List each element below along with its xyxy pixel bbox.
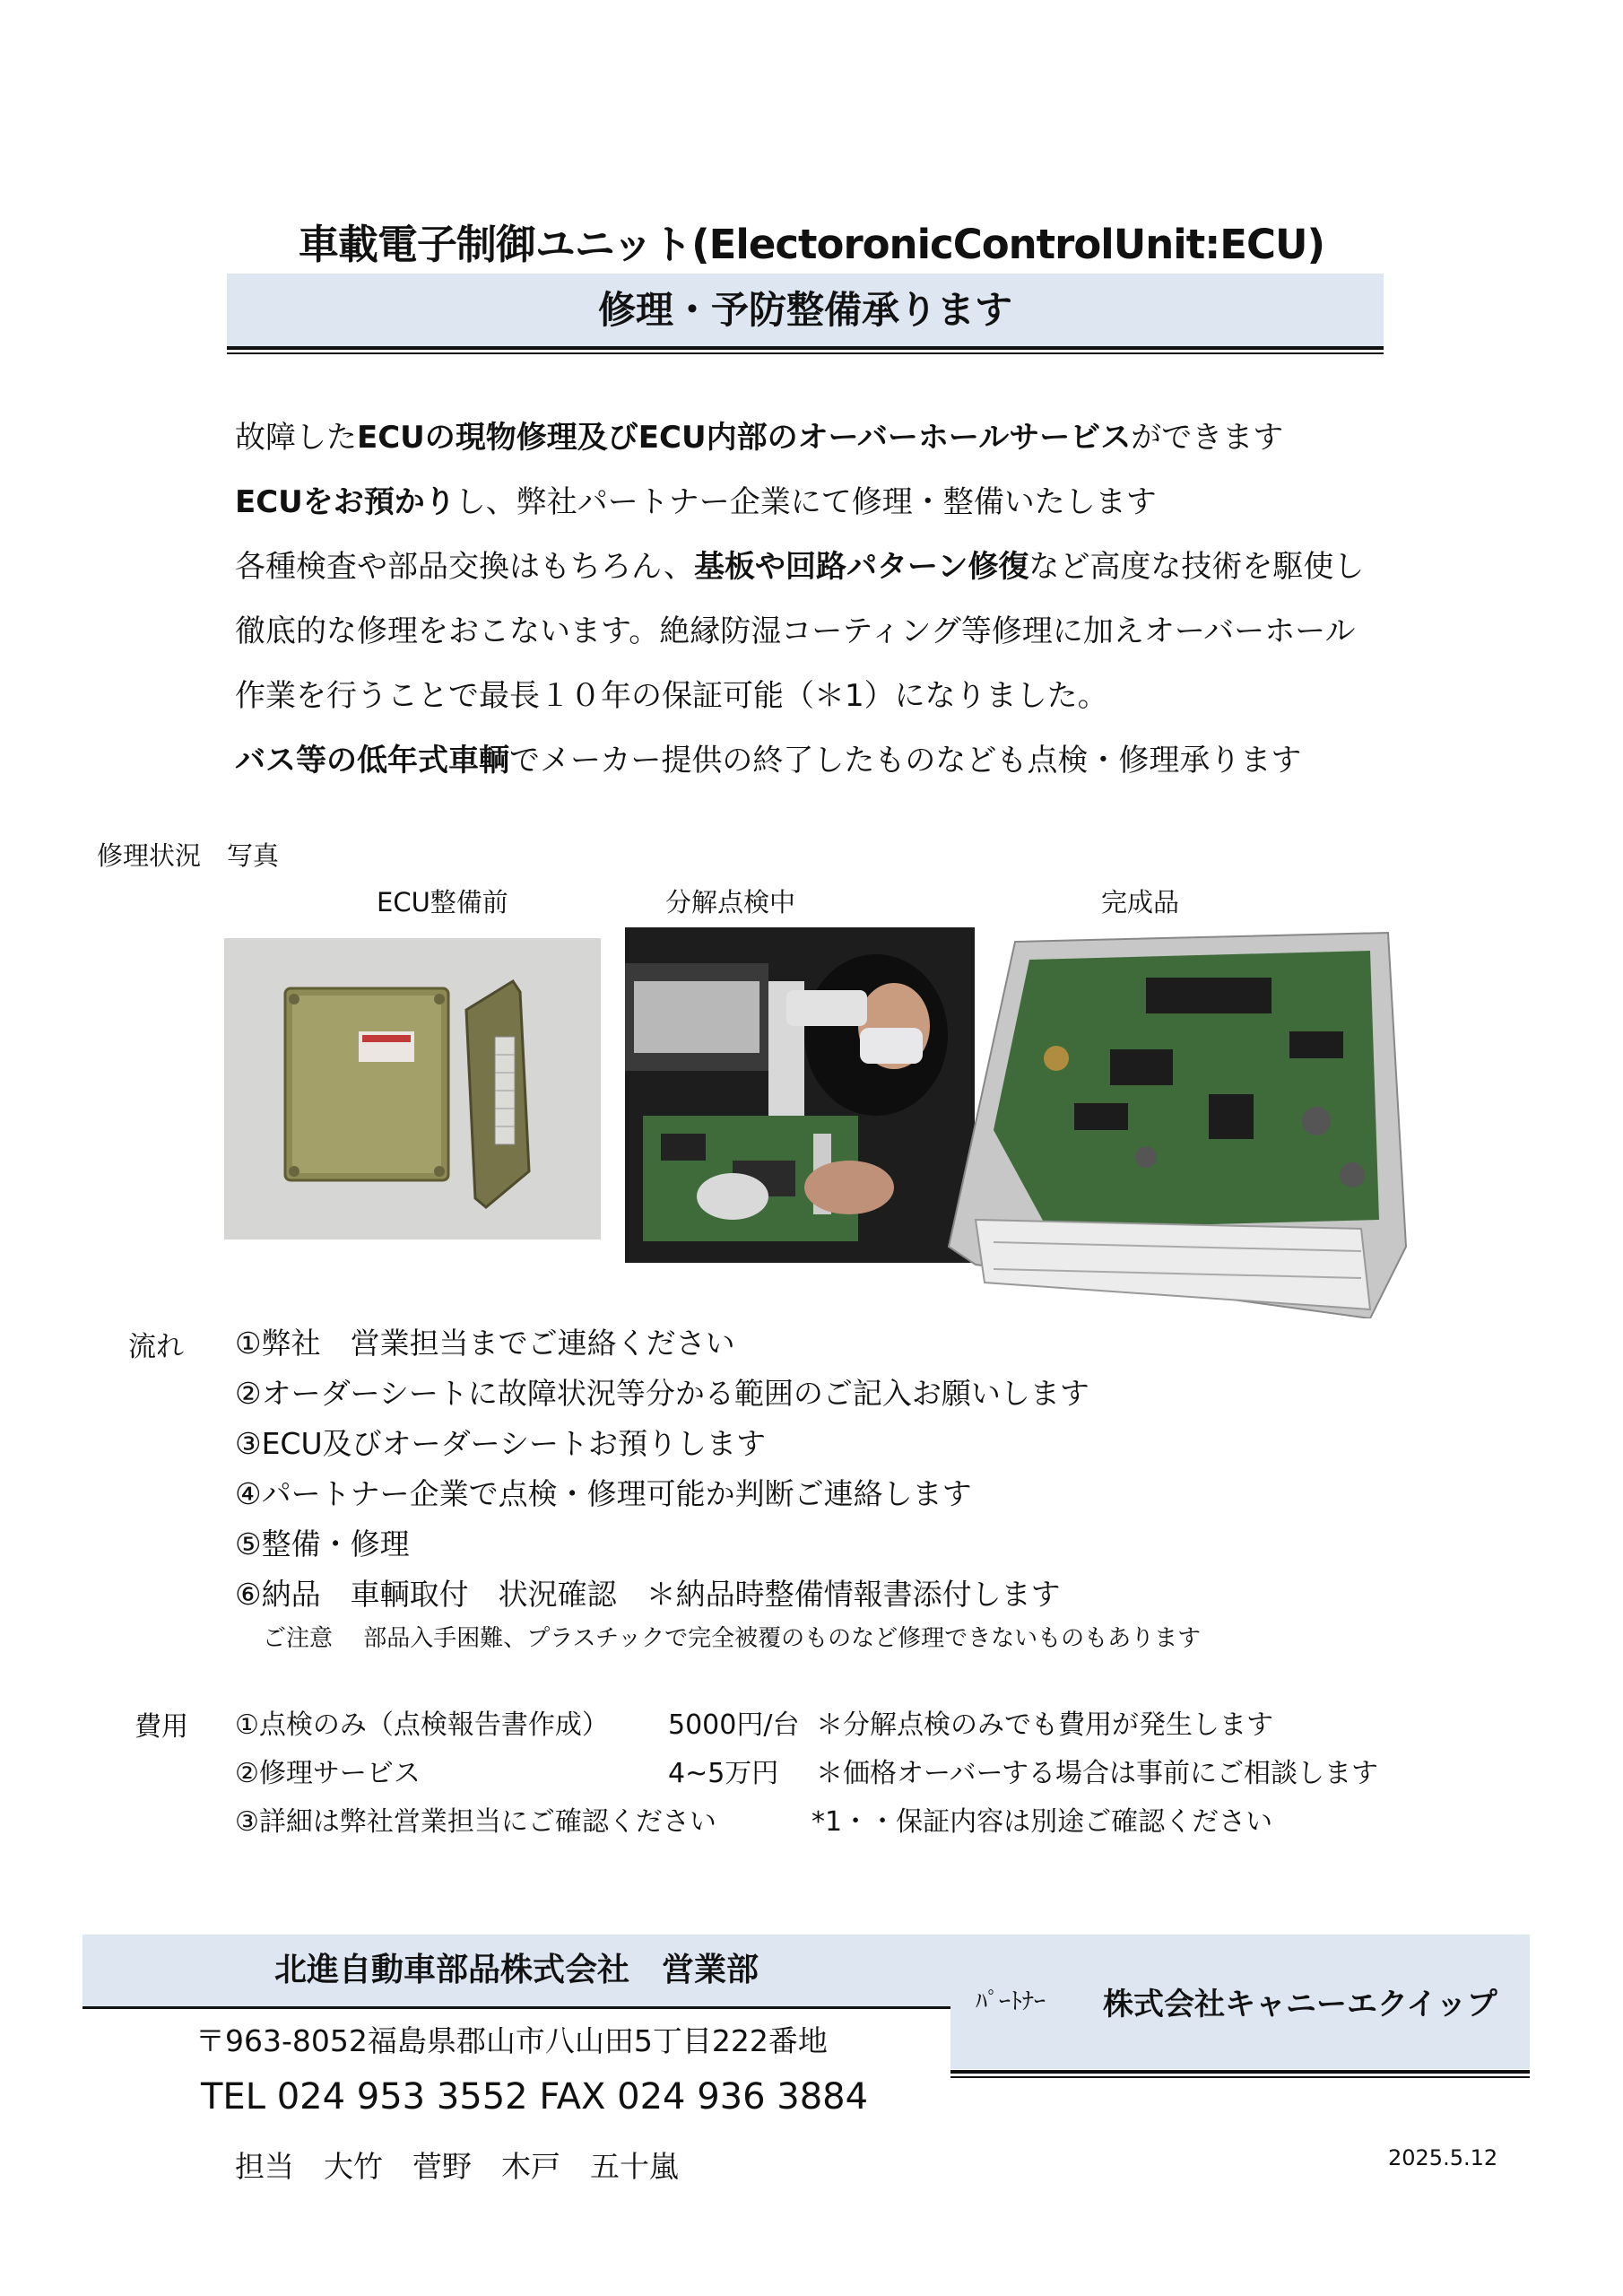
disassembly-photo [625, 927, 975, 1263]
caption-before: ECU整備前 [377, 887, 508, 918]
divider [950, 2070, 1530, 2074]
partner-band [950, 1935, 1530, 2069]
caution-note: ご注意 部品入手困難、プラスチックで完全被覆のものなど修理できないものもあります [263, 1625, 1202, 1652]
finished-pcb-photo [940, 924, 1415, 1318]
intro-line-3: 各種検査や部品交換はもちろん、基板や回路パターン修復など高度な技術を駆使し [235, 549, 1365, 585]
flow-step: ③ECU及びオーダーシートお預りします [235, 1426, 766, 1461]
intro-text [235, 405, 1364, 793]
issue-date: 2025.5.12 [1388, 2145, 1498, 2170]
flow-step: ①弊社 営業担当までご連絡ください [235, 1326, 735, 1361]
divider [227, 346, 1384, 350]
subtitle-band [227, 274, 1384, 347]
flow-step: ④パートナー企業で点検・修理可能か判断ご連絡します [235, 1476, 972, 1511]
staff-names: 担当 大竹 菅野 木戸 五十嵐 [235, 2149, 679, 2184]
ecu-case-photo [224, 938, 601, 1239]
intro-line-4: 徹底的な修理をおこないます。絶縁防湿コーティング等修理に加えオーバーホール [235, 613, 1356, 649]
company-phone: TEL 024 953 3552 FAX 024 936 3884 [201, 2076, 869, 2118]
intro-line-2: ECUをお預かりし、弊社パートナー企業にて修理・整備いたします [235, 484, 1157, 520]
cost-item-3: ③詳細は弊社営業担当にご確認ください [235, 1806, 716, 1838]
cost-price-2: 4~5万円 [668, 1758, 779, 1789]
photo-section-label: 修理状況 写真 [97, 840, 280, 871]
divider [227, 352, 1384, 354]
partner-name: 株式会社キャニーエクイップ [1103, 1987, 1497, 2022]
page-title: 車載電子制御ユニット(ElectoronicControlUnit:ECU) [298, 221, 1325, 268]
flow-step: ②オーダーシートに故障状況等分かる範囲のご記入お願いします [235, 1376, 1089, 1411]
cost-note-3: *1・・保証内容は別途ご確認ください [812, 1806, 1273, 1838]
cost-heading: 費用 [135, 1711, 188, 1743]
cost-note-1: ＊分解点検のみでも費用が発生します [816, 1709, 1273, 1741]
caption-finished: 完成品 [1101, 887, 1180, 918]
company-band [82, 1935, 950, 2006]
company-name: 北進自動車部品株式会社 営業部 [273, 1952, 759, 1988]
intro-line-6: バス等の低年式車輌でメーカー提供の終了したものなども点検・修理承ります [235, 743, 1302, 778]
company-address: 〒963-8052福島県郡山市八山田5丁目222番地 [195, 2023, 828, 2058]
caption-disassembly: 分解点検中 [665, 887, 796, 918]
cost-price-1: 5000円/台 [668, 1709, 800, 1741]
partner-label: ﾊﾟｰﾄﾅｰ [976, 1988, 1046, 2015]
flow-heading: 流れ [128, 1331, 184, 1363]
flow-step: ⑤整備・修理 [235, 1526, 410, 1561]
divider [82, 2006, 950, 2009]
divider [950, 2076, 1530, 2078]
cost-note-2: ＊価格オーバーする場合は事前にご相談します [816, 1758, 1378, 1789]
cost-item-1: ①点検のみ（点検報告書作成） [235, 1709, 609, 1741]
intro-line-1: 故障したECUの現物修理及びECU内部のオーバーホールサービスができます [235, 420, 1284, 456]
flow-step: ⑥納品 車輌取付 状況確認 ＊納品時整備情報書添付します [235, 1577, 1061, 1612]
cost-item-2: ②修理サービス [235, 1758, 421, 1789]
intro-line-5: 作業を行うことで最長１０年の保証可能（＊1）になりました。 [235, 678, 1108, 714]
flow-steps [235, 1318, 1089, 1620]
subtitle: 修理・予防整備承ります [597, 288, 1012, 332]
